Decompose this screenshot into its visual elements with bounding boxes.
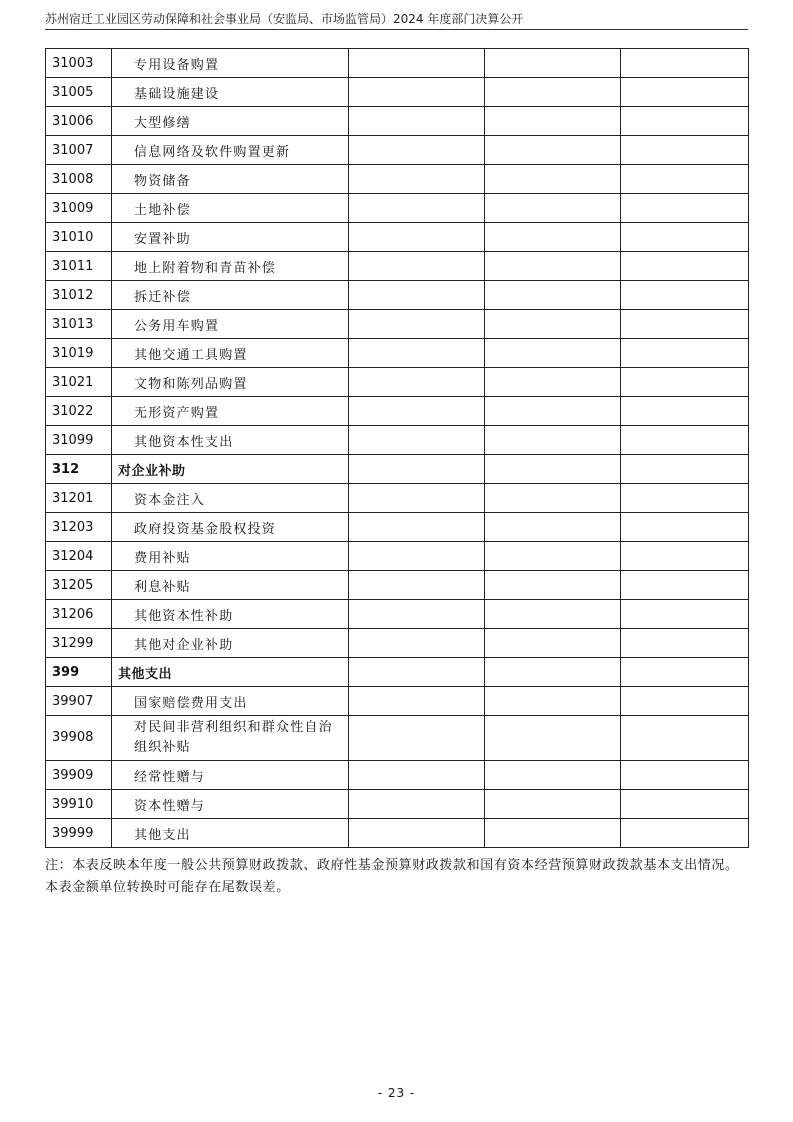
- amount-cell: [621, 194, 749, 223]
- economic-code-cell: 31008: [46, 165, 112, 194]
- amount-cell: [485, 136, 621, 165]
- amount-cell: [621, 223, 749, 252]
- page-number: - 23 -: [377, 1086, 416, 1100]
- amount-cell: [349, 281, 485, 310]
- economic-code-cell: 39908: [46, 716, 112, 761]
- table-row: [46, 819, 749, 848]
- amount-cell: [621, 455, 749, 484]
- amount-cell: [349, 819, 485, 848]
- amount-cell: [349, 426, 485, 455]
- amount-cell: [349, 571, 485, 600]
- item-name-cell: 对企业补助: [112, 455, 349, 484]
- amount-cell: [621, 716, 749, 761]
- economic-code-cell: 31009: [46, 194, 112, 223]
- table-row: [46, 761, 749, 790]
- economic-code-cell: 31299: [46, 629, 112, 658]
- amount-cell: [349, 790, 485, 819]
- amount-cell: [349, 484, 485, 513]
- amount-cell: [485, 368, 621, 397]
- table-row: [46, 310, 749, 339]
- table-note: 注：本表反映本年度一般公共预算财政拨款、政府性基金预算财政拨款和国有资本经营预算财政拨款基本支出情况。本表金额单位转换时可能存在尾数误差。: [45, 858, 739, 895]
- amount-cell: [485, 281, 621, 310]
- amount-cell: [349, 455, 485, 484]
- amount-cell: [621, 281, 749, 310]
- amount-cell: [621, 571, 749, 600]
- table-row: [46, 339, 749, 368]
- economic-code-cell: 39999: [46, 819, 112, 848]
- item-name-cell: 经常性赠与: [112, 761, 349, 790]
- economic-code-cell: 31022: [46, 397, 112, 426]
- amount-cell: [621, 252, 749, 281]
- amount-cell: [349, 107, 485, 136]
- item-name-cell: 政府投资基金股权投资: [112, 513, 349, 542]
- item-name-cell: 物资储备: [112, 165, 349, 194]
- amount-cell: [349, 368, 485, 397]
- amount-cell: [621, 107, 749, 136]
- economic-code-cell: 31003: [46, 49, 112, 78]
- economic-code-cell: 31011: [46, 252, 112, 281]
- item-name-cell: 安置补助: [112, 223, 349, 252]
- amount-cell: [621, 629, 749, 658]
- item-name-cell: 文物和陈列品购置: [112, 368, 349, 397]
- amount-cell: [349, 600, 485, 629]
- amount-cell: [349, 339, 485, 368]
- amount-cell: [485, 310, 621, 339]
- amount-cell: [349, 629, 485, 658]
- table-row: [46, 281, 749, 310]
- item-name-cell: 地上附着物和青苗补偿: [112, 252, 349, 281]
- amount-cell: [621, 761, 749, 790]
- category-row: [46, 455, 749, 484]
- amount-cell: [485, 252, 621, 281]
- table-row: [46, 78, 749, 107]
- economic-code-cell: 39909: [46, 761, 112, 790]
- amount-cell: [621, 368, 749, 397]
- amount-cell: [485, 165, 621, 194]
- amount-cell: [485, 600, 621, 629]
- item-name-cell: 其他资本性补助: [112, 600, 349, 629]
- table-row: [46, 426, 749, 455]
- amount-cell: [349, 397, 485, 426]
- economic-code-cell: 39910: [46, 790, 112, 819]
- table-body: [46, 49, 749, 848]
- economic-code-cell: 31005: [46, 78, 112, 107]
- amount-cell: [621, 339, 749, 368]
- economic-code-cell: 31204: [46, 542, 112, 571]
- amount-cell: [621, 819, 749, 848]
- table-row: [46, 600, 749, 629]
- item-name-cell: 信息网络及软件购置更新: [112, 136, 349, 165]
- table-row: [46, 629, 749, 658]
- item-name-cell: 基础设施建设: [112, 78, 349, 107]
- item-name-cell: 其他资本性支出: [112, 426, 349, 455]
- amount-cell: [485, 761, 621, 790]
- amount-cell: [349, 252, 485, 281]
- economic-code-cell: 312: [46, 455, 112, 484]
- economic-code-cell: 31006: [46, 107, 112, 136]
- item-name-cell: 其他对企业补助: [112, 629, 349, 658]
- item-name-cell: 大型修缮: [112, 107, 349, 136]
- table-row: [46, 136, 749, 165]
- amount-cell: [349, 513, 485, 542]
- amount-cell: [485, 819, 621, 848]
- item-name-cell: 费用补贴: [112, 542, 349, 571]
- amount-cell: [621, 542, 749, 571]
- amount-cell: [621, 658, 749, 687]
- item-name-cell: 对民间非营利组织和群众性自治组织补贴: [112, 716, 349, 761]
- amount-cell: [621, 600, 749, 629]
- economic-code-cell: 31019: [46, 339, 112, 368]
- economic-code-cell: 31201: [46, 484, 112, 513]
- amount-cell: [621, 397, 749, 426]
- item-name-cell: 资本金注入: [112, 484, 349, 513]
- amount-cell: [485, 513, 621, 542]
- item-name-cell: 无形资产购置: [112, 397, 349, 426]
- amount-cell: [349, 223, 485, 252]
- amount-cell: [349, 310, 485, 339]
- amount-cell: [621, 310, 749, 339]
- economic-code-cell: 31021: [46, 368, 112, 397]
- amount-cell: [485, 339, 621, 368]
- amount-cell: [485, 658, 621, 687]
- amount-cell: [485, 78, 621, 107]
- economic-code-cell: 31012: [46, 281, 112, 310]
- amount-cell: [485, 542, 621, 571]
- amount-cell: [349, 165, 485, 194]
- amount-cell: [485, 629, 621, 658]
- item-name-cell: 土地补偿: [112, 194, 349, 223]
- table-row: [46, 716, 749, 761]
- amount-cell: [349, 658, 485, 687]
- table-row: [46, 165, 749, 194]
- economic-code-cell: 31099: [46, 426, 112, 455]
- amount-cell: [349, 194, 485, 223]
- economic-code-cell: 31007: [46, 136, 112, 165]
- amount-cell: [485, 426, 621, 455]
- economic-code-cell: 31010: [46, 223, 112, 252]
- amount-cell: [485, 397, 621, 426]
- amount-cell: [621, 687, 749, 716]
- item-name-cell: 其他交通工具购置: [112, 339, 349, 368]
- table-row: [46, 513, 749, 542]
- amount-cell: [621, 78, 749, 107]
- economic-code-cell: 399: [46, 658, 112, 687]
- economic-code-cell: 39907: [46, 687, 112, 716]
- amount-cell: [485, 223, 621, 252]
- amount-cell: [485, 790, 621, 819]
- item-name-cell: 资本性赠与: [112, 790, 349, 819]
- amount-cell: [485, 194, 621, 223]
- expenditure-table: [45, 48, 749, 848]
- amount-cell: [349, 716, 485, 761]
- economic-code-cell: 31013: [46, 310, 112, 339]
- category-row: [46, 658, 749, 687]
- amount-cell: [349, 78, 485, 107]
- amount-cell: [485, 571, 621, 600]
- document-header: 苏州宿迁工业园区劳动保障和社会事业局（安监局、市场监管局）2024 年度部门决算公开: [45, 12, 524, 26]
- amount-cell: [485, 484, 621, 513]
- amount-cell: [349, 49, 485, 78]
- item-name-cell: 国家赔偿费用支出: [112, 687, 349, 716]
- item-name-cell: 拆迁补偿: [112, 281, 349, 310]
- amount-cell: [621, 484, 749, 513]
- table-row: [46, 194, 749, 223]
- amount-cell: [485, 455, 621, 484]
- amount-cell: [485, 49, 621, 78]
- item-name-cell: 其他支出: [112, 819, 349, 848]
- amount-cell: [485, 716, 621, 761]
- table-row: [46, 484, 749, 513]
- amount-cell: [349, 136, 485, 165]
- amount-cell: [621, 136, 749, 165]
- item-name-cell: 利息补贴: [112, 571, 349, 600]
- item-name-cell: 其他支出: [112, 658, 349, 687]
- table-row: [46, 790, 749, 819]
- amount-cell: [621, 513, 749, 542]
- amount-cell: [485, 107, 621, 136]
- economic-code-cell: 31206: [46, 600, 112, 629]
- table-row: [46, 687, 749, 716]
- amount-cell: [621, 790, 749, 819]
- table-row: [46, 571, 749, 600]
- economic-code-cell: 31203: [46, 513, 112, 542]
- table-row: [46, 368, 749, 397]
- table-row: [46, 49, 749, 78]
- amount-cell: [349, 761, 485, 790]
- amount-cell: [349, 687, 485, 716]
- item-name-cell: 专用设备购置: [112, 49, 349, 78]
- header-divider: [45, 29, 748, 30]
- amount-cell: [621, 49, 749, 78]
- amount-cell: [485, 687, 621, 716]
- table-row: [46, 397, 749, 426]
- economic-code-cell: 31205: [46, 571, 112, 600]
- amount-cell: [349, 542, 485, 571]
- table-row: [46, 542, 749, 571]
- item-name-cell: 公务用车购置: [112, 310, 349, 339]
- amount-cell: [621, 426, 749, 455]
- table-row: [46, 107, 749, 136]
- table-row: [46, 223, 749, 252]
- amount-cell: [621, 165, 749, 194]
- table-row: [46, 252, 749, 281]
